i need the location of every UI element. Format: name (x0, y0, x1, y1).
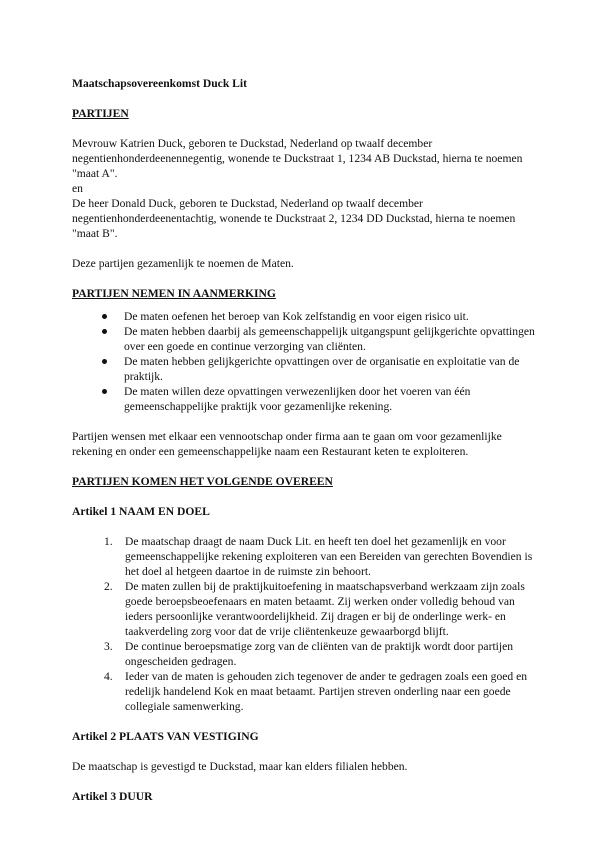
bullet-icon (102, 389, 107, 394)
aanmerking-heading: PARTIJEN NEMEN IN AANMERKING (72, 287, 276, 300)
list-item-text: De maten willen deze opvattingen verwezenlijken door het voeren van één gemeenschappelijke praktijk voor gezamenlijke rekening. (124, 385, 471, 413)
list-number: 1. (104, 535, 113, 548)
overeen-heading: PARTIJEN KOMEN HET VOLGENDE OVEREEN (72, 475, 333, 488)
and-word: en (72, 182, 83, 195)
party-a-paragraph: Mevrouw Katrien Duck, geboren te Duckstad, Nederland op twaalf december negentienhonderdeenennegentig, wonende te Duckstraat 1, 1234 AB Duckstad, hierna te noemen "maat A". (72, 137, 523, 180)
bullet-icon (102, 329, 107, 334)
list-number: 3. (104, 640, 113, 653)
article-1-list (72, 534, 536, 714)
list-item (92, 309, 536, 324)
list-item (72, 534, 536, 579)
intent-paragraph: Partijen wensen met elkaar een vennootschap onder firma aan te gaan om voor gezamenlijke rekening en onder een gemeenschappelijke naam een Restaurant keten te exploiteren. (72, 430, 502, 458)
aanmerking-list (72, 309, 536, 414)
list-number: 2. (104, 580, 113, 593)
document-body (72, 76, 536, 804)
list-item (72, 639, 536, 669)
partijen-heading: PARTIJEN (72, 107, 129, 120)
article-1-heading: Artikel 1 NAAM EN DOEL (72, 505, 210, 518)
bullet-icon (102, 359, 107, 364)
maten-sentence: Deze partijen gezamenlijk te noemen de Maten. (72, 257, 294, 270)
party-b-paragraph: De heer Donald Duck, geboren te Duckstad, Nederland op twaalf december negentienhonderdeenentachtig, wonende te Duckstraat 2, 1234 DD Duckstad, hierna te noemen "maat B". (72, 197, 516, 240)
list-item (92, 354, 536, 384)
article-3-heading: Artikel 3 DUUR (72, 790, 153, 803)
list-number: 4. (104, 670, 113, 683)
list-item-text: De maten hebben gelijkgerichte opvattingen over de organisatie en exploitatie van de praktijk. (124, 355, 520, 383)
list-item-text: De continue beroepsmatige zorg van de cliënten van de praktijk wordt door partijen ongescheiden gedragen. (125, 640, 514, 668)
list-item (72, 579, 536, 639)
list-item-text: De maten zullen bij de praktijkuitoefening in maatschapsverband werkzaam zijn zoals goede beroepsbeoefenaars en maten betaamt. Zij werken onder volledig behoud van ieders persoonlijke verantwoordelijkheid. Zij dragen er bij de onderlinge werk- en taakverdeling zorg voor dat de vrije cliëntenkeuze gewaarborgd blijft. (125, 580, 525, 638)
bullet-icon (102, 314, 107, 319)
list-item-text: De maatschap draagt de naam Duck Lit. en heeft ten doel het gezamenlijk en voor gemeenschappelijke rekening exploiteren van een Bereiden van gerechten Bovendien is het doel al hetgeen daartoe in de ruimste zin behoort. (125, 535, 533, 578)
list-item-text: De maten oefenen het beroep van Kok zelfstandig en voor eigen risico uit. (124, 310, 469, 323)
list-item-text: Ieder van de maten is gehouden zich tegenover de ander te gedragen zoals een goed en redelijk handelend Kok en maat betaamt. Partijen streven onderling naar een goede collegiale samenwerking. (125, 670, 528, 713)
list-item (92, 384, 536, 414)
article-2-heading: Artikel 2 PLAATS VAN VESTIGING (72, 730, 259, 743)
article-2-paragraph: De maatschap is gevestigd te Duckstad, maar kan elders filialen hebben. (72, 760, 408, 773)
list-item (72, 669, 536, 714)
list-item (92, 324, 536, 354)
list-item-text: De maten hebben daarbij als gemeenschappelijk uitgangspunt gelijkgerichte opvattingen over een goede en continue verzorging van cliënten. (124, 325, 535, 353)
document-title: Maatschapsovereenkomst Duck Lit (72, 77, 247, 90)
